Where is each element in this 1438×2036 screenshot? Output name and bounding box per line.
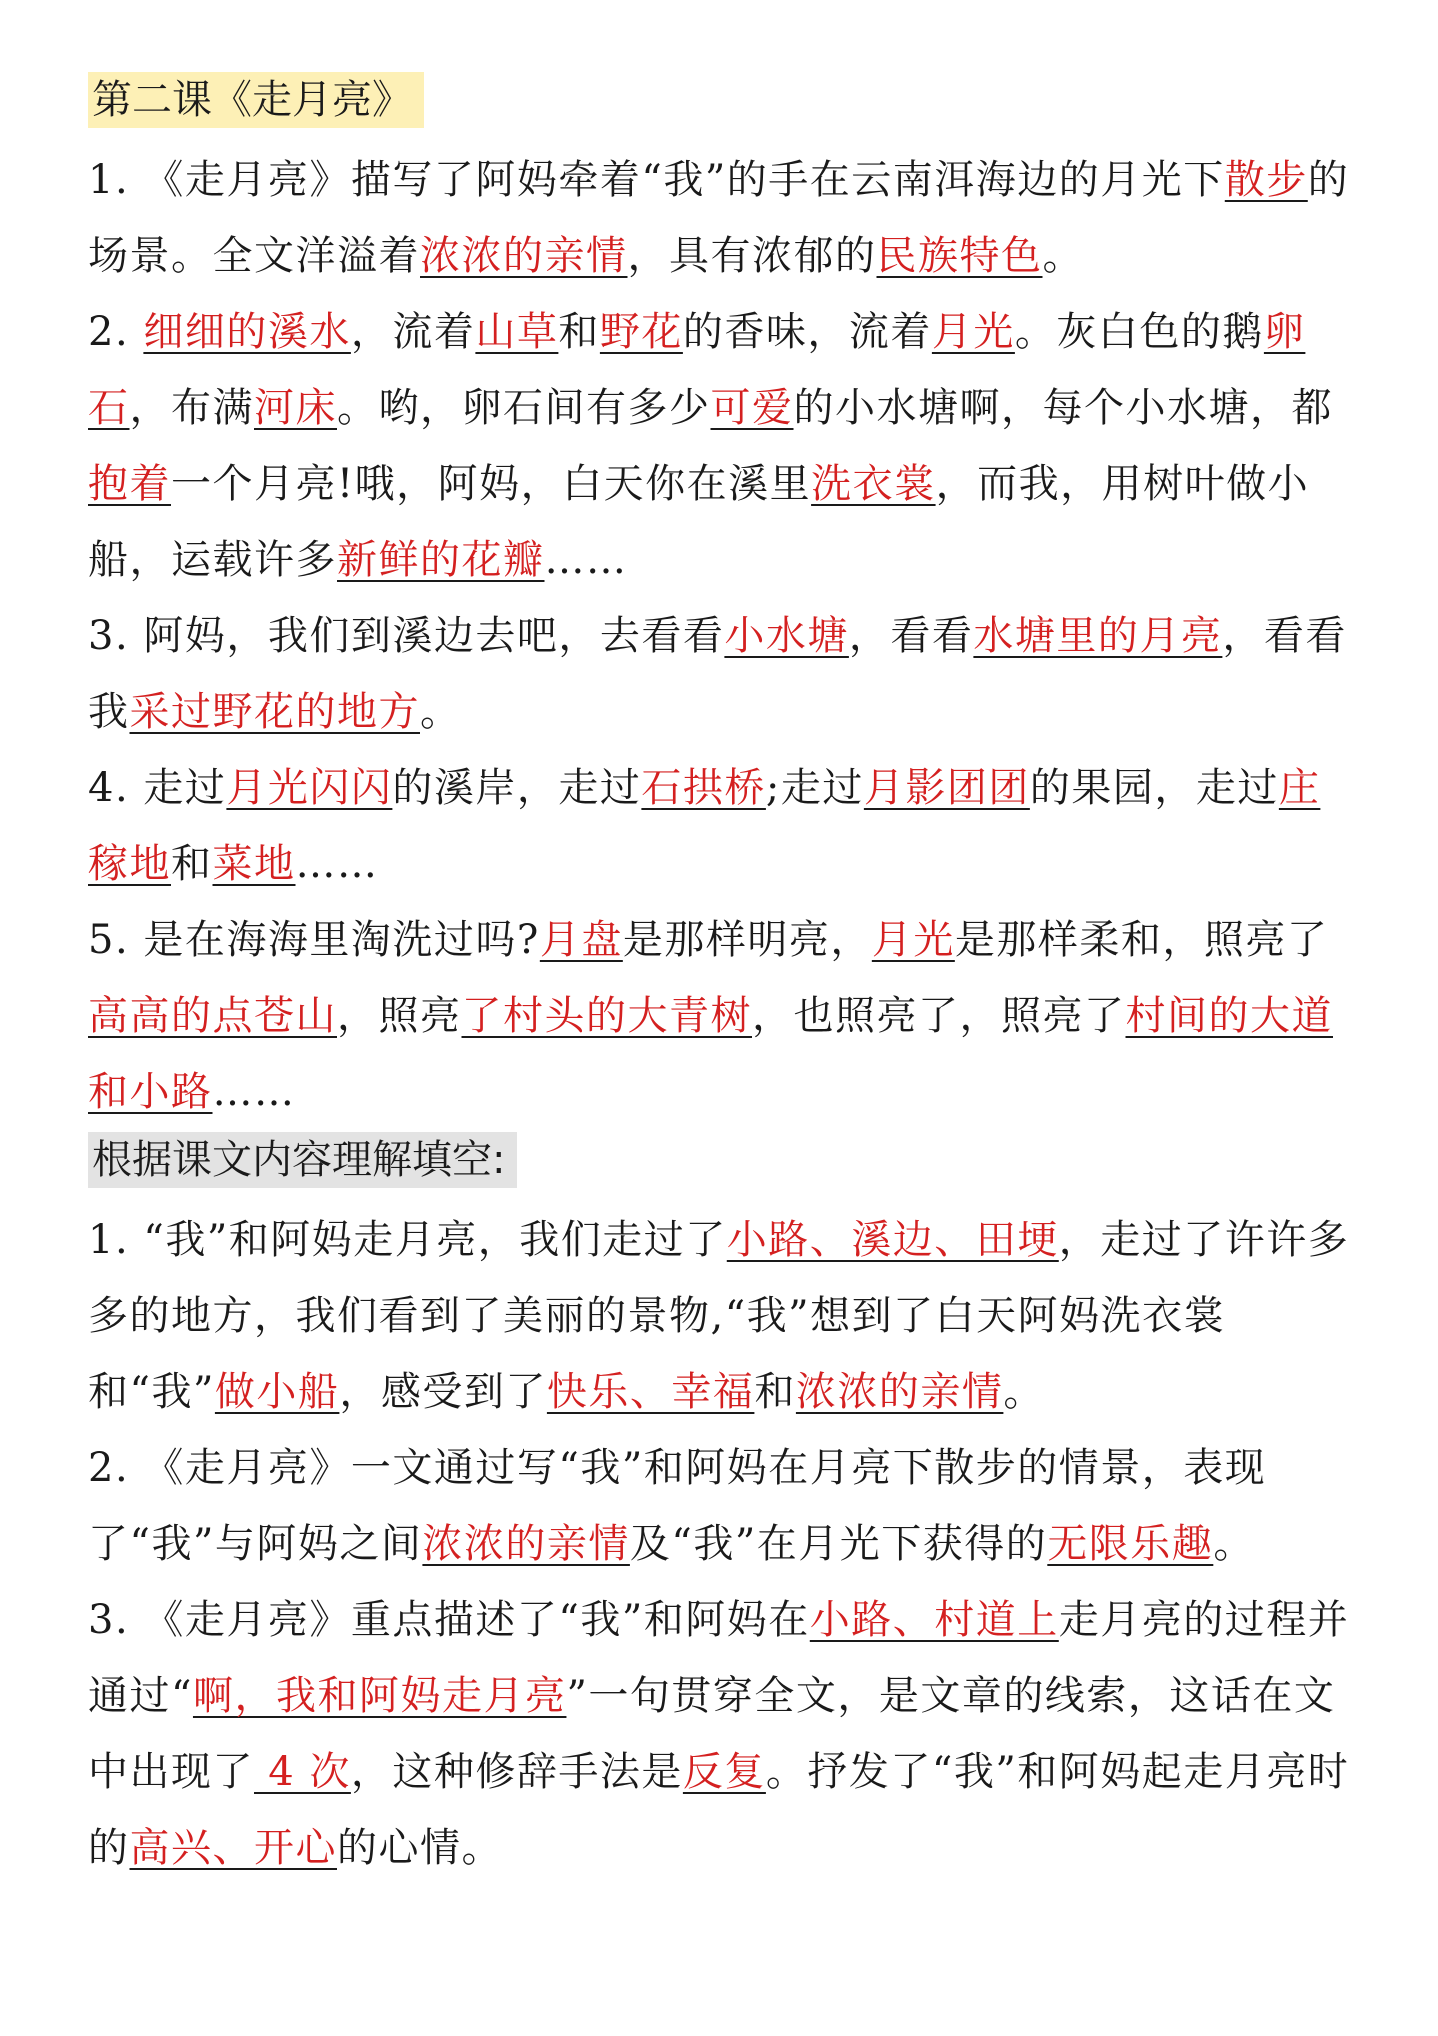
paragraph bbox=[88, 598, 1358, 750]
answer-blank: 无限乐趣 bbox=[1047, 1521, 1214, 1567]
exercise-paragraphs bbox=[88, 1202, 1358, 1886]
answer-blank: 采过野花的地方 bbox=[129, 689, 420, 735]
lesson-paragraphs bbox=[88, 142, 1358, 1130]
answer-blank: 散步 bbox=[1224, 157, 1308, 203]
text-run: 走月亮的过程并通过“ bbox=[88, 1597, 1350, 1719]
exercise-title: 根据课文内容理解填空: bbox=[88, 1132, 517, 1188]
text-run: 一个月亮!哦，阿妈，白天你在溪里 bbox=[171, 461, 812, 507]
answer-blank: 快乐、幸福 bbox=[546, 1369, 755, 1415]
text-run: 的果园，走过 bbox=[1029, 765, 1279, 811]
paragraph bbox=[88, 142, 1358, 294]
text-run: ，这种修辞手法是 bbox=[350, 1749, 683, 1795]
answer-blank: 小路、村道上 bbox=[809, 1597, 1059, 1643]
answer-blank: 新鲜的花瓣 bbox=[337, 537, 545, 583]
text-run: …… bbox=[544, 537, 628, 583]
text-run: ，感受到了 bbox=[339, 1369, 547, 1415]
answer-blank: 了村头的大青树 bbox=[461, 993, 752, 1039]
text-run: 的香味，流着 bbox=[682, 309, 932, 355]
answer-blank: 月光 bbox=[871, 917, 955, 963]
text-run: 的小水塘啊，每个小水塘，都 bbox=[793, 385, 1333, 431]
text-run: 和 bbox=[754, 1369, 796, 1415]
paragraph bbox=[88, 902, 1358, 1130]
answer-blank: 高兴、开心 bbox=[129, 1825, 337, 1871]
answer-blank: 月影团团 bbox=[863, 765, 1030, 811]
text-run: 。 bbox=[1042, 233, 1084, 279]
answer-blank: 石拱桥 bbox=[641, 765, 766, 811]
answer-blank: 庄稼地 bbox=[88, 765, 1321, 887]
text-run: ;走过 bbox=[765, 765, 864, 811]
text-run: ，布满 bbox=[129, 385, 254, 431]
text-run: 是那样柔和，照亮了 bbox=[954, 917, 1329, 963]
text-run: 1. 《走月亮》描写了阿妈牵着“我”的手在云南洱海边的月光下 bbox=[88, 157, 1225, 203]
text-run: 5. 是在海海里淘洗过吗? bbox=[88, 917, 540, 963]
answer-blank: 洗衣裳 bbox=[811, 461, 936, 507]
paragraph bbox=[88, 294, 1358, 598]
text-run: 3. 阿妈，我们到溪边去吧，去看看 bbox=[88, 613, 725, 659]
text-run: 。抒发了“我”和阿妈起走月亮时的 bbox=[88, 1749, 1350, 1871]
text-run: 和 bbox=[558, 309, 600, 355]
text-run: 是那样明亮， bbox=[622, 917, 872, 963]
text-run: ，看看我 bbox=[88, 613, 1347, 735]
answer-blank: 高高的点苍山 bbox=[88, 993, 337, 1039]
answer-blank: 水塘里的月亮 bbox=[973, 613, 1223, 659]
text-run: ，流着 bbox=[350, 309, 476, 355]
answer-blank: 反复 bbox=[682, 1749, 766, 1795]
text-run: 及“我”在月光下获得的 bbox=[629, 1521, 1048, 1567]
answer-blank: 啊，我和阿妈走月亮 bbox=[192, 1673, 567, 1719]
answer-blank: 民族特色 bbox=[876, 233, 1043, 279]
answer-blank: 河床 bbox=[254, 385, 337, 431]
answer-blank: 村间的大道和小路 bbox=[88, 993, 1333, 1115]
answer-blank: 4 次 bbox=[254, 1749, 351, 1795]
answer-blank: 野花 bbox=[599, 309, 683, 355]
answer-blank: 抱着 bbox=[88, 461, 171, 507]
text-run: 3. 《走月亮》重点描述了“我”和阿妈在 bbox=[88, 1597, 810, 1643]
text-run: 。灰白色的鹅 bbox=[1014, 309, 1264, 355]
text-run: 。哟，卵石间有多少 bbox=[337, 385, 711, 431]
answer-blank: 月光闪闪 bbox=[226, 765, 393, 811]
answer-blank: 小水塘 bbox=[724, 613, 849, 659]
text-run: 。 bbox=[1213, 1521, 1255, 1567]
paragraph bbox=[88, 1582, 1358, 1886]
text-run: 。 bbox=[1003, 1369, 1045, 1415]
text-run: …… bbox=[295, 841, 379, 887]
answer-blank: 可爱 bbox=[710, 385, 794, 431]
text-run: ，走过了许许多多的地方，我们看到了美丽的景物,“我”想到了白天阿妈洗衣裳和“我” bbox=[88, 1217, 1350, 1415]
answer-blank: 浓浓的亲情 bbox=[420, 233, 628, 279]
text-run: ，具有浓郁的 bbox=[627, 233, 877, 279]
document-page bbox=[88, 72, 1358, 1886]
text-run: 的心情。 bbox=[337, 1825, 503, 1871]
text-run: ，而我，用树叶做小船，运载许多 bbox=[88, 461, 1310, 583]
text-run: …… bbox=[212, 1069, 296, 1115]
answer-blank: 月盘 bbox=[539, 917, 623, 963]
text-run: 1. “我”和阿妈走月亮，我们走过了 bbox=[88, 1217, 727, 1263]
text-run: 的场景。全文洋溢着 bbox=[88, 157, 1350, 279]
answer-blank: 月光 bbox=[931, 309, 1015, 355]
text-run: 2. 《走月亮》一文通过写“我”和阿妈在月亮下散步的情景，表现了“我”与阿妈之间 bbox=[88, 1445, 1267, 1567]
paragraph bbox=[88, 1202, 1358, 1430]
answer-blank: 卵石 bbox=[88, 309, 1306, 431]
answer-blank: 小路、溪边、田埂 bbox=[726, 1217, 1059, 1263]
answer-blank: 做小船 bbox=[214, 1369, 340, 1415]
answer-blank: 浓浓的亲情 bbox=[795, 1369, 1004, 1415]
answer-blank: 浓浓的亲情 bbox=[422, 1521, 630, 1567]
paragraph bbox=[88, 750, 1358, 902]
answer-blank: 细细的溪水 bbox=[143, 309, 351, 355]
text-run: 2. bbox=[88, 309, 144, 355]
text-run: 。 bbox=[420, 689, 462, 735]
text-run: ，照亮 bbox=[337, 993, 462, 1039]
text-run: ，看看 bbox=[848, 613, 974, 659]
text-run: ”一句贯穿全文，是文章的线索，这话在文中出现了 bbox=[88, 1673, 1336, 1795]
paragraph bbox=[88, 1430, 1358, 1582]
answer-blank: 菜地 bbox=[212, 841, 296, 887]
answer-blank: 山草 bbox=[475, 309, 559, 355]
text-run: ，也照亮了，照亮了 bbox=[752, 993, 1126, 1039]
text-run: 的溪岸，走过 bbox=[392, 765, 642, 811]
text-run: 4. 走过 bbox=[88, 765, 227, 811]
lesson-title: 第二课《走月亮》 bbox=[88, 72, 424, 128]
text-run: 和 bbox=[171, 841, 213, 887]
